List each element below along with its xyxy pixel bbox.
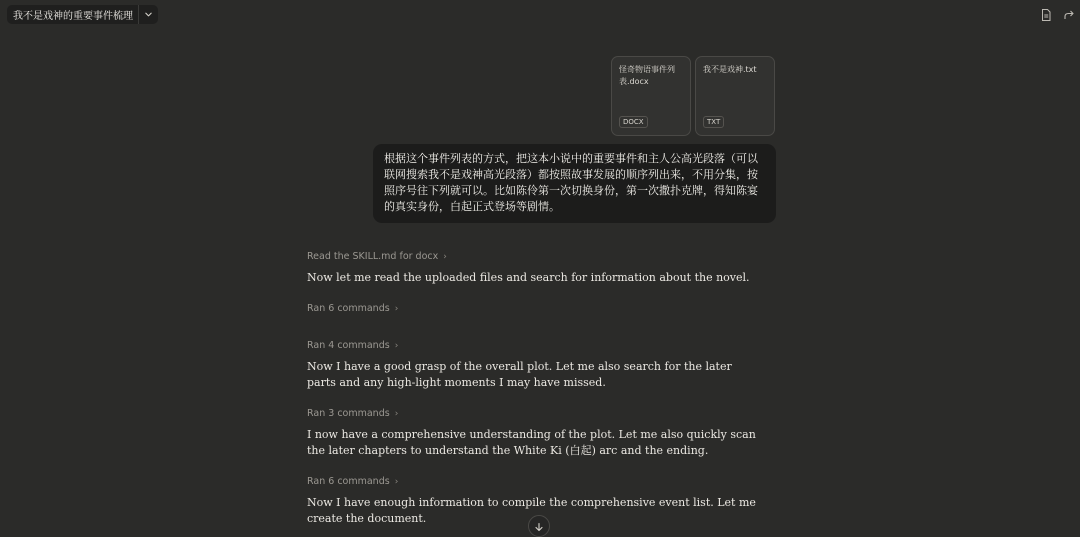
step-label: Read the SKILL.md for docx (307, 251, 439, 262)
step-label: Ran 4 commands (307, 340, 390, 351)
attachment-card[interactable] (695, 56, 775, 136)
chevron-right-icon: › (394, 408, 399, 419)
attachment-type-badge: TXT (703, 116, 724, 128)
step-toggle[interactable] (307, 340, 398, 351)
step-toggle[interactable] (307, 251, 447, 262)
scroll-to-bottom-button[interactable] (528, 515, 550, 537)
conversation-title: 我不是戏神的重要事件梳理 (13, 11, 133, 22)
step-toggle[interactable] (307, 303, 398, 314)
attachment-name: 我不是戏神.txt (703, 65, 757, 74)
attachment-card[interactable] (611, 56, 691, 136)
document-icon[interactable] (1039, 8, 1053, 22)
step-label: Ran 3 commands (307, 408, 390, 419)
user-message: 根据这个事件列表的方式，把这本小说中的重要事件和主人公高光段落（可以联网搜索我不是戏神高光段落）都按照故事发展的顺序列出来，不用分集，按照序号往下列就可以。比如陈伶第一次切换身份，第一次撒扑克牌，得知陈宴的真实身份，白起正式登场等剧情。 (373, 144, 776, 223)
arrow-down-icon (534, 517, 544, 536)
attachment-name: 怪奇物语事件列表.docx (619, 65, 675, 86)
share-icon[interactable] (1062, 8, 1076, 22)
step-toggle[interactable] (307, 408, 398, 419)
step-toggle[interactable] (307, 476, 398, 487)
attachment-type-badge: DOCX (619, 116, 648, 128)
assistant-text: Now let me read the uploaded files and search for information about the novel. (307, 271, 750, 284)
assistant-text: I now have a comprehensive understanding of the plot. Let me also quickly scan the later chapters to understand the White Ki (白起) arc and the ending. (307, 428, 756, 457)
chevron-down-icon[interactable] (138, 5, 158, 24)
chevron-right-icon: › (394, 476, 399, 487)
top-bar (0, 0, 1080, 30)
step-label: Ran 6 commands (307, 303, 390, 314)
assistant-text: Now I have enough information to compile the comprehensive event list. Let me create the document. (307, 496, 756, 525)
chevron-right-icon: › (394, 340, 399, 351)
chevron-right-icon: › (443, 251, 447, 262)
assistant-text: Now I have a good grasp of the overall plot. Let me also search for the later parts and any high-light moments I may have missed. (307, 360, 732, 389)
step-label: Ran 6 commands (307, 476, 390, 487)
chevron-right-icon: › (394, 303, 399, 314)
conversation-title-button[interactable] (7, 5, 158, 24)
